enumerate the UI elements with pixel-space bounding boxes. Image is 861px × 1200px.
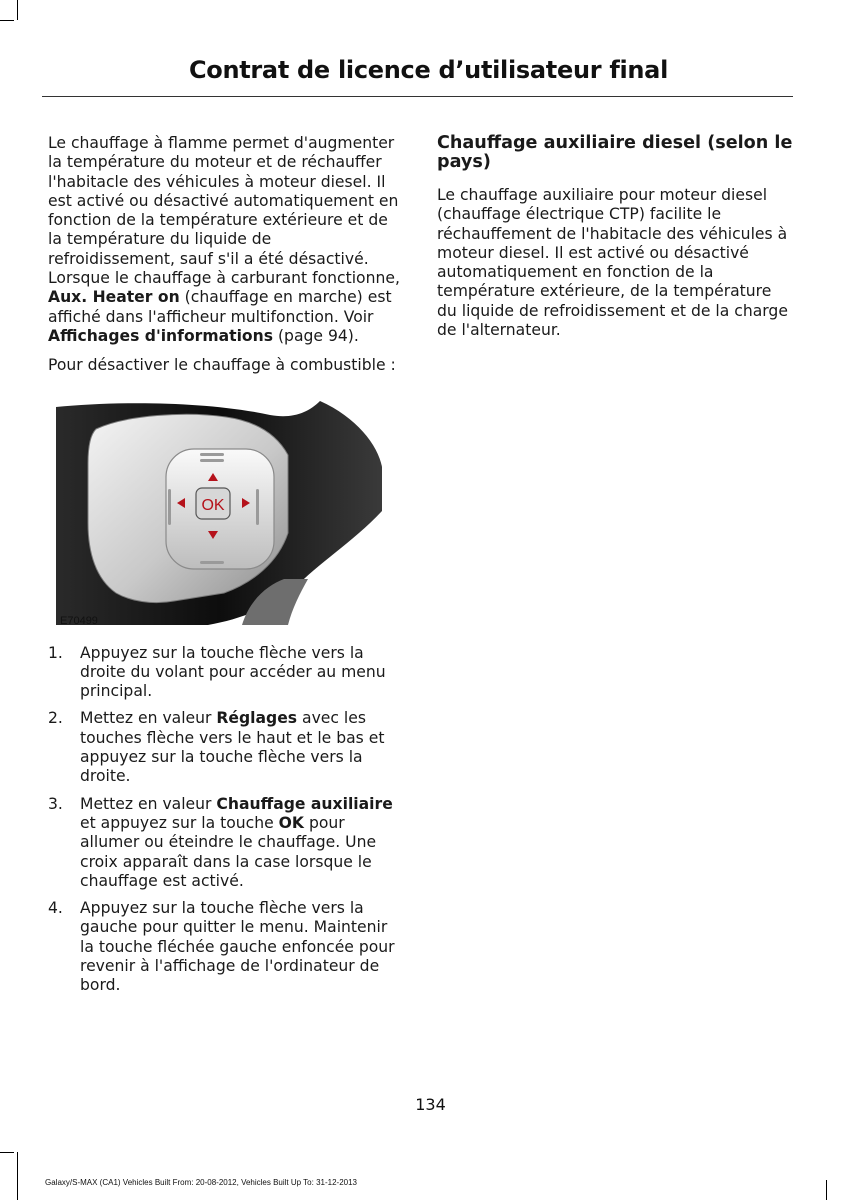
intro-text: Le chauffage à flamme permet d'augmenter la température du moteur et de réchauffer l'habitacle des véhicules à moteur diesel. Il est activé ou désactivé automatiquement en fonction de la température extérieure et de la température du liquide de refroidissement, sauf s'il a été désactivé. Lorsque le chauffage à carburant fonctionne, bbox=[48, 134, 400, 288]
section-heading: Chauffage auxiliaire diesel (selon le pays) bbox=[437, 133, 793, 172]
step-text: et appuyez sur la touche bbox=[80, 813, 279, 832]
ok-label: OK bbox=[278, 813, 304, 832]
left-column bbox=[48, 134, 403, 1004]
steering-wheel-illustration bbox=[56, 393, 386, 628]
step-text: pour allumer ou éteindre le chauffage. Une croix apparaît dans la case lorsque le chauffage est activé. bbox=[80, 813, 377, 890]
intro-text: (chauffage en marche) est affiché dans l'afficheur multifonction. Voir bbox=[48, 288, 392, 326]
settings-menu-label: Réglages bbox=[216, 709, 298, 728]
info-displays-link[interactable]: Affichages d'informations bbox=[48, 326, 274, 345]
crop-mark bbox=[17, 0, 18, 20]
crop-mark bbox=[0, 20, 14, 21]
step-number: 4. bbox=[48, 899, 63, 918]
list-item bbox=[48, 709, 403, 786]
step-text: avec les touches flèche vers le haut et le bas et appuyez sur la touche flèche vers la droite. bbox=[80, 709, 385, 786]
step-text: Appuyez sur la touche flèche vers la droite du volant pour accéder au menu principal. bbox=[80, 643, 386, 701]
figure-code: E70499 bbox=[60, 614, 98, 627]
step-number: 2. bbox=[48, 709, 63, 728]
deactivate-intro: Pour désactiver le chauffage à combustible : bbox=[48, 356, 396, 375]
page-number: 134 bbox=[415, 1095, 446, 1114]
step-number: 3. bbox=[48, 794, 63, 813]
crop-mark bbox=[826, 1180, 827, 1200]
intro-paragraph bbox=[48, 134, 403, 346]
intro-text: (page 94). bbox=[273, 326, 359, 345]
diesel-heater-paragraph: Le chauffage auxiliaire pour moteur diesel (chauffage électrique CTP) facilite le réchauffement de l'habitacle des véhicules à moteur diesel. Il est activé ou désactivé automatiquement en fonction de la température extérieure, de la température du liquide de refroidissement et de la charge de l'alternateur. bbox=[437, 186, 788, 340]
step-number: 1. bbox=[48, 643, 63, 662]
ok-button[interactable]: OK bbox=[201, 496, 225, 514]
crop-mark bbox=[0, 1152, 14, 1153]
aux-heater-on-label: Aux. Heater on bbox=[48, 288, 180, 307]
footer-text: Galaxy/S-MAX (CA1) Vehicles Built From: 20-08-2012, Vehicles Built Up To: 31-12-2013 bbox=[45, 1178, 357, 1187]
aux-heater-menu-label: Chauffage auxiliaire bbox=[216, 794, 393, 813]
list-item bbox=[48, 899, 403, 995]
steering-wheel-figure bbox=[56, 393, 386, 628]
list-item bbox=[48, 644, 403, 702]
step-text: Mettez en valeur bbox=[80, 794, 217, 813]
title-divider bbox=[42, 96, 793, 97]
list-item bbox=[48, 795, 403, 891]
steps-list bbox=[48, 644, 403, 996]
step-text: Mettez en valeur bbox=[80, 709, 217, 728]
step-text: Appuyez sur la touche flèche vers la gauche pour quitter le menu. Maintenir la touche fléchée gauche enfoncée pour revenir à l'affichage de l'ordinateur de bord. bbox=[80, 899, 395, 995]
page-title: Contrat de licence d’utilisateur final bbox=[188, 56, 668, 84]
right-column bbox=[437, 134, 793, 350]
crop-mark bbox=[17, 1152, 18, 1200]
